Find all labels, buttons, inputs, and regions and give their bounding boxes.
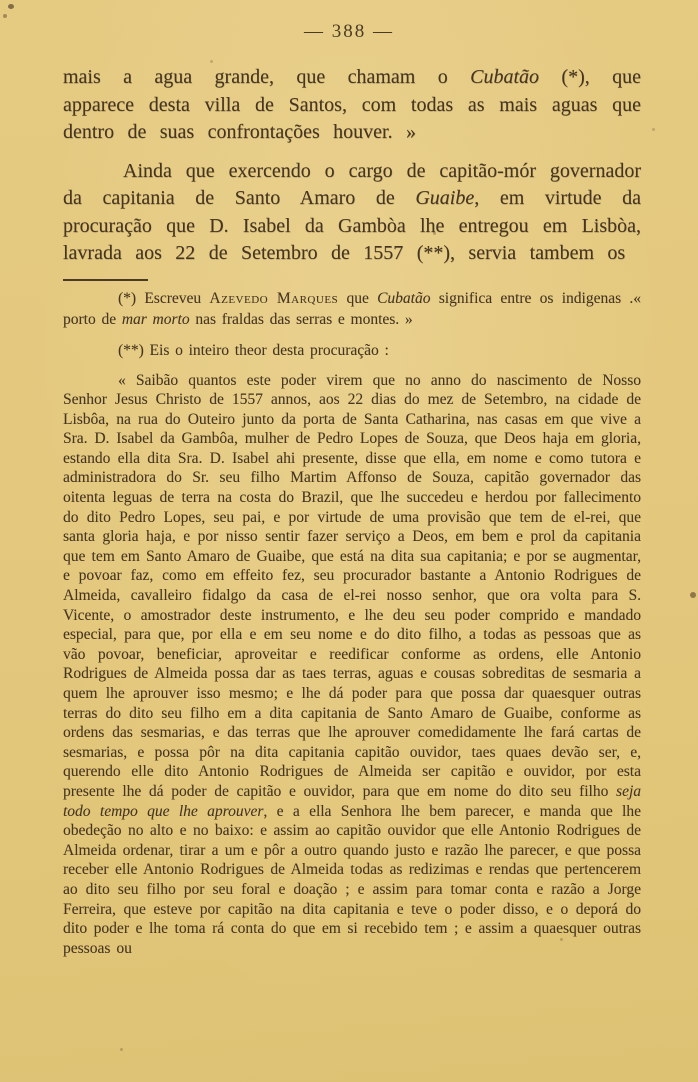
text-run: (*) Escreveu: [118, 289, 210, 307]
text-run: Guaibe: [415, 187, 475, 209]
text-run: Cubatão: [470, 66, 540, 88]
text-run: nas fraldas das serras e montes. »: [189, 310, 413, 328]
text-run: seja todo tempo que lhe aprouver: [63, 782, 641, 820]
footnote-separator: [63, 279, 148, 281]
text-run: significa entre os indigenas .« porto de: [63, 289, 641, 328]
footnote-paragraph: [63, 340, 641, 361]
main-text: [63, 64, 641, 268]
text-run: Ainda que exercendo o cargo de capitão-mór governador da capitania de Santo Amaro de: [63, 159, 641, 209]
text-run: , em virtude da procuração que D. Isabel da Gambòa lhe entregou em Lisbòa, lavrada aos 22 de Setembro de 1557 (**), servia tambem os: [63, 187, 641, 264]
page-content: [63, 64, 641, 958]
main-paragraph: [63, 158, 641, 268]
paper-speck: [8, 4, 14, 9]
text-run: Cubatão: [377, 289, 431, 307]
text-run: , e a ella Senhora lhe bem parecer, e manda que lhe obedeção no alto e no baixo: e assim ao capitão ouvidor que elle Antonio Rodrigues de Almeida ordenar, tirar a um e pôr a outro quando justo e razão lhe parecer, e que possa receber elle Antonio Rodrigues de Almeida todas as redizimas e rendas que pertencerem ao dito seu filho por seu foral e doação ; e assim para tomar conta e razão a Jorge Ferreira, que esteve por capitão na dita capitania e teve o poder disso, e o deporá do dito poder e lhe toma rá conta do que em si recebido tem ; e assim a quaesquer outras pessoas ou: [63, 802, 641, 957]
text-run: (**) Eis o inteiro theor desta procuração :: [118, 341, 389, 359]
text-run: (*), que apparece desta villa de Santos, com todas as mais aguas que dentro de suas confrontações houver. »: [63, 66, 641, 143]
text-run: que: [338, 289, 378, 307]
paper-speck: [3, 14, 7, 18]
footnote-paragraph: [63, 288, 641, 330]
paper-speck: [120, 1048, 123, 1051]
paper-speck: [210, 60, 213, 63]
paper-speck: [652, 128, 655, 131]
text-run: Azevedo Marques: [209, 289, 339, 307]
procuration-quote: [63, 371, 641, 959]
text-run: mais a agua grande, que chamam o: [63, 66, 471, 88]
main-paragraph: [63, 64, 641, 147]
paper-speck: [690, 592, 696, 598]
quote-paragraph: [63, 371, 641, 959]
footnotes: [63, 288, 641, 361]
text-run: « Saibão quantos este poder virem que no anno do nascimento de Nosso Senhor Jesus Christo de 1557 annos, aos 22 dias do mez de Setembro, na cidade de Lisbôa, na rua do Outeiro junto da porta de Santa Catharina, nas casas em que vive a Sra. D. Isabel da Gambôa, mulher de Pedro Lopes de Souza, que Deos haja em gloria, estando ella dita Sra. D. Isabel ahi presente, disse que ella, em nome e como tutora e administradora do Sr. seu filho Martim Affonso de Souza, capitão governador das oitenta leguas de terra na costa do Brazil, que lhe succedeu e herdou por fallecimento do dito Pedro Lopes, seu pai, e por virtude de uma provisão que tem de el-rei, que santa gloria haja, e por nisso sentir fazer serviço a Deos, em bem e prol da capitania que tem em Santo Amaro de Guaibe, que está na dita sua capitania; e por se augmentar, e povoar faz, como em effeito fez, seu procurador bastante a Antonio Rodrigues de Almeida, cavalleiro fidalgo da casa de el-rei nosso senhor, que ora volta para S. Vicente, o amostrador deste instrumento, e lhe deu seu poder comprido e mandado especial, para que, por ella e em seu nome e do dito filho, a todas as pessoas que as vão povoar, beneficiar, aproveitar e reedificar conforme as ordens, elle Antonio Rodrigues de Almeida possa dar as taes terras, aguas e cousas sobreditas de sesmaria a quem lhe aprouver isso mesmo; e lhe dá poder para que possa dar quaesquer outras terras do dito seu filho em a dita capitania de Santo Amaro de Guaibe, conforme as ordens das sesmarias, e das terras que lhe aprouver comedidamente lhe fará cartas de sesmarias, e possa pôr na dita capitania capitão ouvidor, taes quaes devão ser, e, querendo elle dito Antonio Rodrigues de Almeida ser capitão e ouvidor, por esta presente lhe dá poder de capitão e ouvidor, para que em nome do dito seu filho: [63, 371, 641, 800]
text-run: mar morto: [121, 310, 190, 328]
page-number: — 388 —: [304, 21, 394, 42]
